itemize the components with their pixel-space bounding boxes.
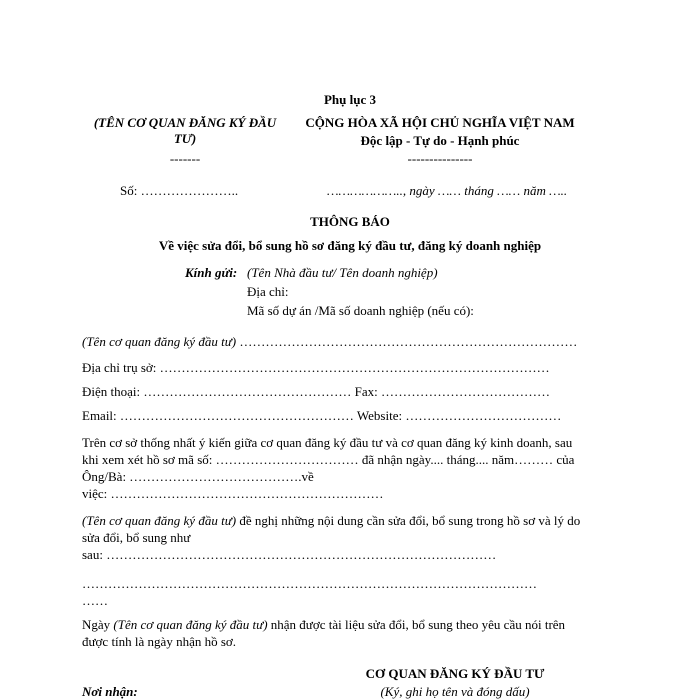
agency-name-line2: TƯ) — [173, 131, 197, 146]
appendix-label: Phụ lục 3 — [323, 92, 376, 107]
recipient-code: Mã số dự án /Mã số doanh nghiệp (nếu có): — [247, 303, 474, 318]
agency-divider: ------- — [169, 151, 201, 166]
body1-line2: khi xem xét hồ sơ mã số: …………………………… đã nhận ngày.... tháng.... năm……… của — [82, 452, 575, 467]
body2-line5: …… — [82, 593, 108, 608]
recipient-label: Kính gửi: — [185, 265, 238, 280]
recipients-label: Nơi nhận: — [82, 684, 138, 699]
body2-line4: …………………………………………………………………………………………… — [82, 576, 537, 591]
country-name: CỘNG HÒA XÃ HỘI CHỦ NGHĨA VIỆT NAM — [305, 115, 575, 130]
body2-line2: sửa đổi, bổ sung như — [82, 530, 191, 545]
body2-agency: (Tên cơ quan đăng ký đầu tư) — [82, 513, 237, 528]
address-field: Địa chỉ trụ sở: ……………………………………………………………………………… — [82, 360, 550, 375]
phone-fax-field: Điện thoại: ………………………………………… Fax: ………………………………… — [82, 384, 550, 399]
agency-line-dots: …………………………………………………………………… — [236, 334, 578, 349]
body1-line4: việc: ……………………………………………………… — [82, 486, 384, 501]
body1-line1: Trên cơ sở thống nhất ý kiến giữa cơ quan đăng ký đầu tư và cơ quan đăng ký kinh doanh, sau — [82, 435, 573, 450]
national-divider: --------------- — [407, 151, 473, 166]
body2-line1-rest: đề nghị những nội dung cần sửa đổi, bổ sung trong hồ sơ và lý do — [236, 513, 581, 528]
recipient-name: (Tên Nhà đầu tư/ Tên doanh nghiệp) — [247, 265, 438, 280]
document-date: ……………….., ngày …… tháng …… năm ….. — [327, 183, 568, 198]
agency-name-line1: (TÊN CƠ QUAN ĐĂNG KÝ ĐẦU — [93, 115, 277, 130]
document-subtitle: Về việc sửa đổi, bổ sung hồ sơ đăng ký đầu tư, đăng ký doanh nghiệp — [158, 238, 542, 253]
agency-line-label: (Tên cơ quan đăng ký đầu tư) — [82, 334, 237, 349]
recipient-address: Địa chỉ: — [247, 284, 289, 299]
signature-note: (Ký, ghi họ tên và đóng dấu) — [380, 684, 530, 699]
document-number: Số: ………………….. — [120, 183, 239, 198]
national-motto: Độc lập - Tự do - Hạnh phúc — [360, 133, 520, 148]
body2-line3: sau: ……………………………………………………………………………… — [82, 547, 497, 562]
body3-agency: (Tên cơ quan đăng ký đầu tư) — [113, 617, 268, 632]
signature-title: CƠ QUAN ĐĂNG KÝ ĐẦU TƯ — [365, 666, 545, 681]
body3-line2: được tính là ngày nhận hồ sơ. — [82, 634, 237, 649]
document-title: THÔNG BÁO — [310, 214, 390, 229]
body1-line3: Ông/Bà: ………………………………….về — [82, 469, 314, 484]
body3-prefix: Ngày — [82, 617, 114, 632]
agency-line — [82, 334, 577, 350]
body2-line1 — [82, 513, 580, 529]
body3-line1-rest: nhận được tài liệu sửa đổi, bổ sung theo yêu cầu nói trên — [267, 617, 566, 632]
email-website-field: Email: ……………………………………………… Website: ……………………………… — [82, 408, 562, 423]
body3-line1 — [82, 617, 565, 633]
